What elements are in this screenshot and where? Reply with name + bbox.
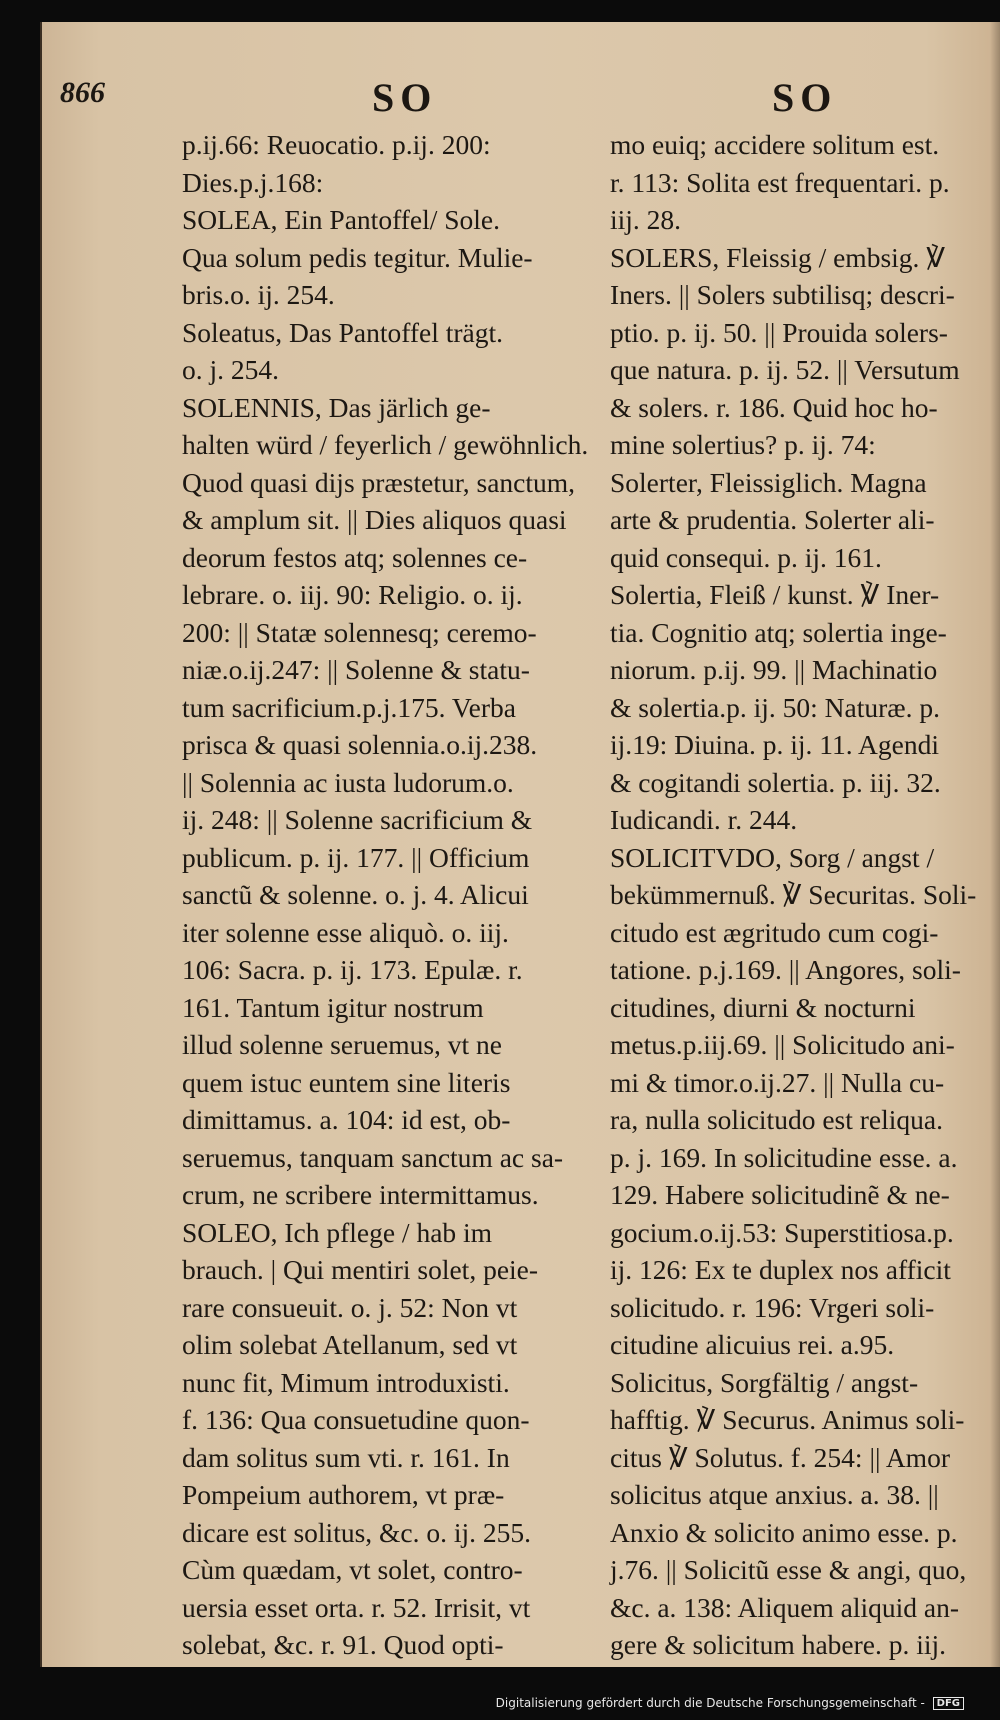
text-line: 129. Habere solicitudinẽ & ne-: [610, 1179, 950, 1210]
text-line: olim solebat Atellanum, sed vt: [182, 1329, 518, 1360]
text-line: seruemus, tanquam sanctum ac sa-: [182, 1141, 564, 1173]
text-line: Pompeium authorem, vt præ-: [182, 1479, 505, 1510]
text-line: citudines, diurni & nocturni: [610, 991, 916, 1023]
text-line: citus ℣ Solutus. f. 254: || Amor: [610, 1441, 950, 1473]
text-line: niæ.o.ij.247: || Solenne & statu-: [182, 654, 530, 685]
text-line: 200: || Statæ solennesq; ceremo-: [182, 616, 537, 648]
text-line: ij. 248: || Solenne sacrificium &: [182, 804, 533, 835]
text-line: SOLICITVDO, Sorg / angst /: [610, 841, 935, 873]
text-line: tia. Cognitio atq; solertia inge-: [610, 616, 947, 648]
text-line: mo euiq; accidere solitum est.: [610, 129, 940, 160]
dfg-logo-icon: DFG: [933, 1697, 964, 1710]
credit-text: Digitalisierung gefördert durch die Deutsche Forschungsgemeinschaft -: [495, 1696, 925, 1710]
text-line: o. j. 254.: [182, 354, 280, 385]
text-line: hafftig. ℣ Securus. Animus soli-: [610, 1404, 965, 1435]
text-line: ra, nulla solicitudo est reliqua.: [610, 1104, 943, 1135]
running-head-left: SO: [372, 75, 438, 120]
text-line: r. 113: Solita est frequentari. p.: [610, 166, 950, 198]
book-page: [40, 22, 1000, 1667]
text-line: p.ij.66: Reuocatio. p.ij. 200:: [182, 129, 491, 160]
text-line: Quod quasi dijs præstetur, sanctum,: [182, 466, 576, 498]
text-line: dimittamus. a. 104: id est, ob-: [182, 1104, 511, 1135]
text-line: ptio. p. ij. 50. || Prouida solers-: [610, 316, 948, 348]
text-line: quid consequi. p. ij. 161.: [610, 541, 882, 573]
text-line: lebrare. o. iij. 90: Religio. o. ij.: [182, 579, 523, 610]
text-line: bris.o. ij. 254.: [182, 279, 335, 310]
text-line: || Solennia ac iusta ludorum.o.: [182, 766, 514, 798]
text-line: solicitus atque anxius. a. 38. ||: [610, 1479, 939, 1510]
text-line: illud solenne seruemus, vt ne: [182, 1029, 503, 1060]
text-line: ij. 126: Ex te duplex nos afficit: [610, 1254, 951, 1285]
text-line: iter solenne esse aliquò. o. iij.: [182, 916, 509, 948]
text-line: solicitudo. r. 196: Vrgeri soli-: [610, 1291, 935, 1323]
text-line: bekümmernuß. ℣ Securitas. Soli-: [610, 879, 977, 910]
text-line: tatione. p.j.169. || Angores, soli-: [610, 954, 961, 985]
text-line: 106: Sacra. p. ij. 173. Epulæ. r.: [182, 954, 523, 985]
digitization-credit: [496, 1696, 964, 1710]
text-line: & solertia.p. ij. 50: Naturæ. p.: [610, 691, 940, 723]
text-line: Cùm quædam, vt solet, contro-: [182, 1554, 523, 1585]
text-line: uersia esset orta. r. 52. Irrisit, vt: [182, 1591, 531, 1623]
text-line: mi & timor.o.ij.27. || Nulla cu-: [610, 1066, 945, 1098]
folio-number: 866: [60, 76, 105, 109]
text-line: ij.19: Diuina. p. ij. 11. Agendi: [610, 729, 939, 760]
text-line: Solertia, Fleiß / kunst. ℣ Iner-: [610, 579, 940, 610]
text-line: nunc fit, Mimum introduxisti.: [182, 1366, 510, 1398]
text-line: brauch. | Qui mentiri solet, peie-: [182, 1254, 539, 1285]
text-line: & solers. r. 186. Quid hoc ho-: [610, 391, 938, 423]
text-line: metus.p.iij.69. || Solicitudo ani-: [610, 1029, 955, 1060]
text-line: f. 136: Qua consuetudine quon-: [182, 1404, 530, 1435]
text-line: publicum. p. ij. 177. || Officium: [182, 841, 530, 873]
text-line: Iudicandi. r. 244.: [610, 804, 798, 835]
text-line: rare consueuit. o. j. 52: Non vt: [182, 1291, 518, 1323]
text-line: Iners. || Solers subtilisq; descri-: [610, 279, 955, 310]
text-line: 161. Tantum igitur nostrum: [182, 991, 484, 1023]
text-line: SOLENNIS, Das järlich ge-: [182, 391, 491, 423]
text-line: arte & prudentia. Solerter ali-: [610, 504, 935, 535]
text-line: Solerter, Fleissiglich. Magna: [610, 466, 927, 498]
text-line: dam solitus sum vti. r. 161. In: [182, 1441, 510, 1473]
text-line: citudine alicuius rei. a.95.: [610, 1329, 895, 1360]
text-line: Anxio & solicito animo esse. p.: [610, 1516, 958, 1548]
text-line: dicare est solitus, &c. o. ij. 255.: [182, 1516, 532, 1548]
text-line: iij. 28.: [610, 204, 682, 235]
text-line: solebat, &c. r. 91. Quod opti-: [182, 1629, 504, 1660]
left-text-column: [182, 126, 612, 1664]
text-line: Soleatus, Das Pantoffel trägt.: [182, 316, 504, 348]
text-line: deorum festos atq; solennes ce-: [182, 541, 528, 573]
text-line: halten würd / feyerlich / gewöhnlich.: [182, 429, 589, 460]
text-line: sanctũ & solenne. o. j. 4. Alicui: [182, 879, 529, 910]
text-line: j.76. || Solicitũ esse & angi, quo,: [610, 1554, 967, 1585]
text-line: que natura. p. ij. 52. || Versutum: [610, 354, 960, 385]
text-line: &c. a. 138: Aliquem aliquid an-: [610, 1591, 960, 1623]
text-line: gocium.o.ij.53: Superstitiosa.p.: [610, 1216, 954, 1248]
text-line: SOLEA, Ein Pantoffel/ Sole.: [182, 204, 501, 235]
text-line: tum sacrificium.p.j.175. Verba: [182, 691, 517, 723]
text-line: SOLERS, Fleissig / embsig. ℣: [610, 241, 946, 273]
text-line: gere & solicitum habere. p. iij.: [610, 1629, 947, 1660]
text-line: SOLEO, Ich pflege / hab im: [182, 1216, 493, 1248]
text-line: citudo est ægritudo cum cogi-: [610, 916, 939, 948]
text-line: crum, ne scribere intermittamus.: [182, 1179, 539, 1210]
text-line: & amplum sit. || Dies aliquos quasi: [182, 504, 567, 535]
text-line: niorum. p.ij. 99. || Machinatio: [610, 654, 938, 685]
text-line: & cogitandi solertia. p. iij. 32.: [610, 766, 941, 798]
running-head-right: SO: [772, 75, 838, 120]
text-line: p. j. 169. In solicitudine esse. a.: [610, 1141, 958, 1173]
page-header: [42, 74, 1000, 124]
text-line: Dies.p.j.168:: [182, 166, 324, 198]
scan-footer: [0, 1667, 1000, 1720]
right-text-column: [610, 126, 1000, 1701]
text-line: mine solertius? p. ij. 74:: [610, 429, 876, 460]
text-line: quem istuc euntem sine literis: [182, 1066, 511, 1098]
text-line: Qua solum pedis tegitur. Mulie-: [182, 241, 533, 273]
text-line: Solicitus, Sorgfältig / angst-: [610, 1366, 919, 1398]
text-line: prisca & quasi solennia.o.ij.238.: [182, 729, 538, 760]
